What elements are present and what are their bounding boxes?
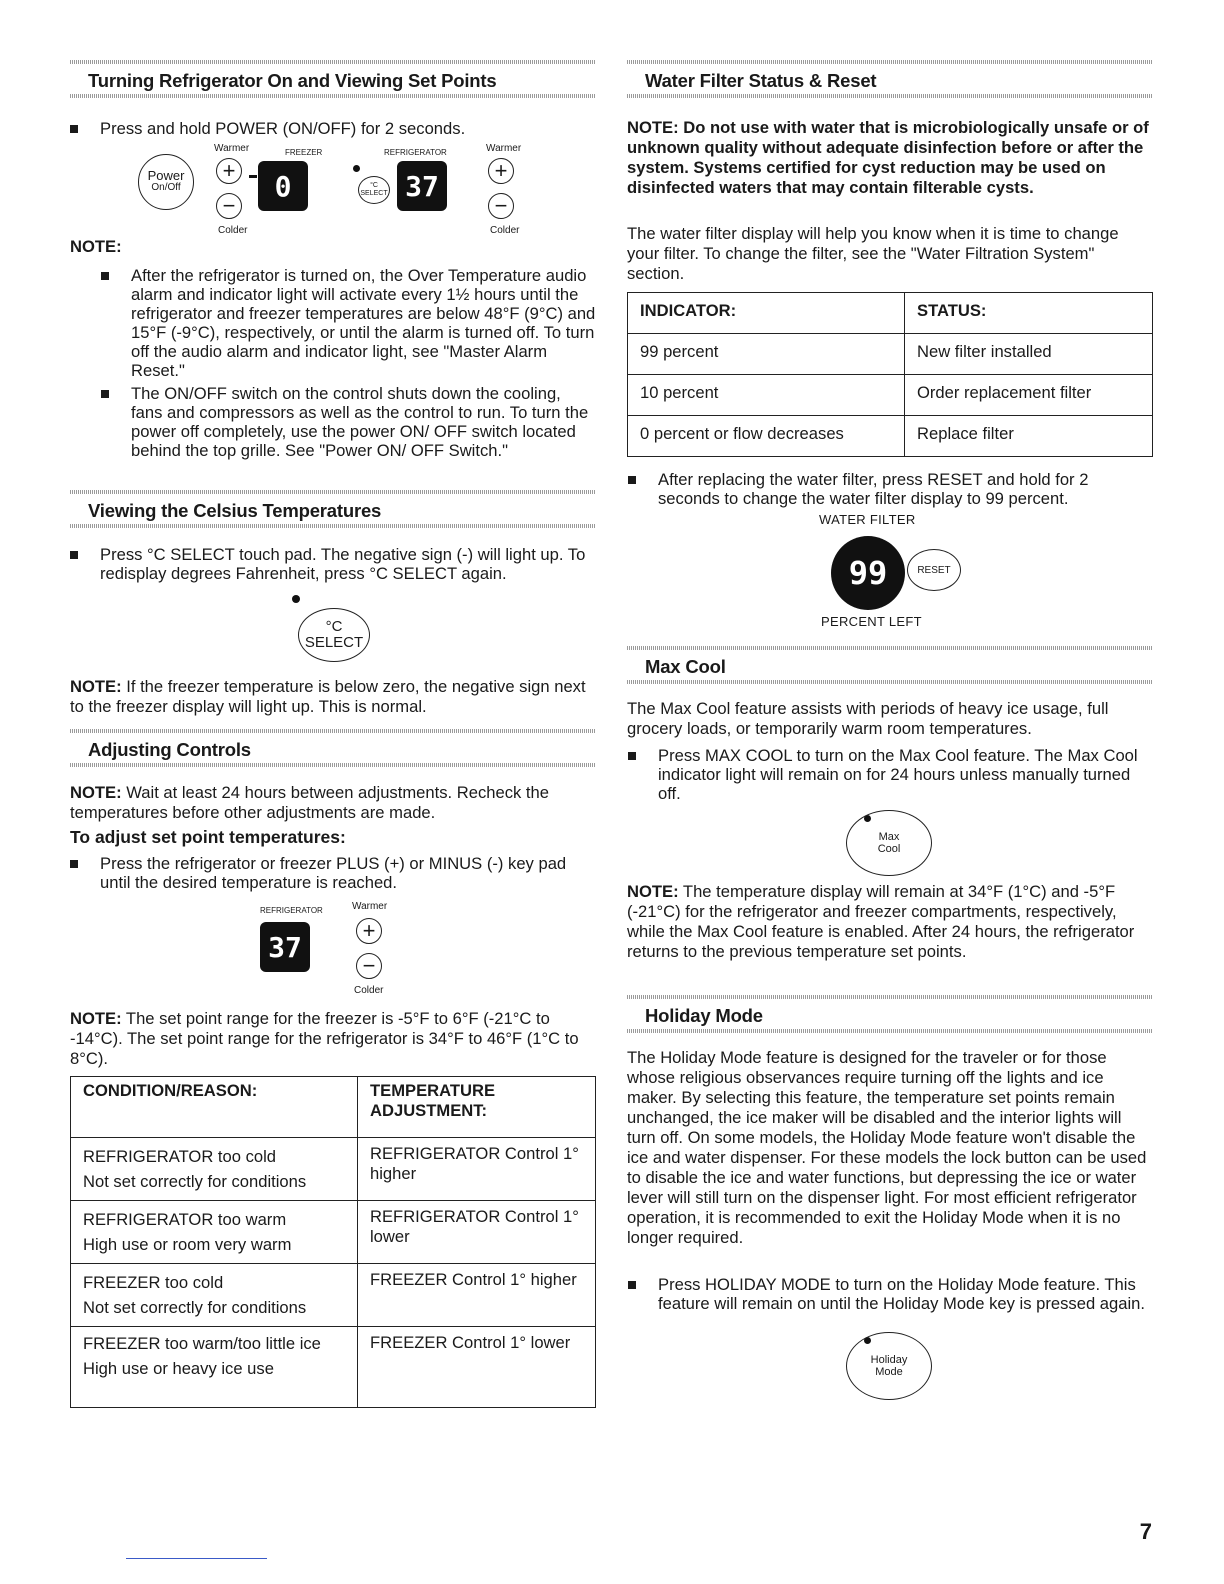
refrigerator-display: 37 — [397, 161, 447, 211]
condition-cell — [71, 1138, 358, 1201]
percent-left-label: PERCENT LEFT — [821, 614, 922, 629]
indicator-cell: 0 percent or flow decreases — [628, 416, 905, 457]
note-set-point-range — [70, 1009, 598, 1069]
note-label: NOTE: — [70, 783, 122, 802]
table-row — [71, 1201, 596, 1264]
refrigerator-control-figure — [260, 900, 410, 996]
adjustment-cell: FREEZER Control 1° lower — [358, 1327, 596, 1408]
negative-sign-icon — [249, 175, 257, 178]
footer-rule — [126, 1558, 267, 1559]
max-cool-button — [846, 810, 932, 876]
filter-status-table — [627, 292, 1153, 457]
section-title: Adjusting Controls — [88, 739, 251, 760]
section-header-celsius — [70, 490, 596, 528]
reason: Not set correctly for conditions — [83, 1172, 307, 1191]
subhead-set-points: To adjust set point temperatures: — [70, 827, 346, 847]
refrigerator-minus-icon: − — [488, 193, 514, 219]
control-panel-figure — [138, 138, 538, 238]
note-text: If the freezer temperature is below zero, the negative sign next to the freezer display will light up. This is normal. — [70, 677, 586, 716]
condition: FREEZER too warm/too little ice — [83, 1334, 321, 1353]
note-max-cool — [627, 882, 1153, 962]
condition: REFRIGERATOR too warm — [83, 1210, 287, 1229]
warmer-label: Warmer — [214, 143, 250, 154]
reset-button: RESET — [907, 549, 961, 591]
refrigerator-plus-icon: + — [488, 158, 514, 184]
table-row — [628, 416, 1153, 457]
section-title: Turning Refrigerator On and Viewing Set Points — [88, 70, 497, 91]
mode-label: Mode — [875, 1366, 903, 1378]
note-label: NOTE: — [70, 237, 122, 256]
note-adjust — [70, 783, 596, 823]
colder-label: Colder — [354, 985, 384, 996]
holiday-intro: The Holiday Mode feature is designed for the traveler or for those whose religious observances require turning off the lights and ice maker. By selecting this feature, the temperature set points remain unchanged, the ice maker will be disabled and the interior lights will turn off. On some models, the Holiday Mode feature won't disable the ice and water dispenser. For these models the lock button can be used to disable the ice and water functions, but depressing the ice or water lever will still turn on the dispenser light. For most efficient refrigerator operation, it is recommended to exit the Holiday Mode when it is no longer required. — [627, 1048, 1147, 1247]
colder-label-2: Colder — [490, 225, 520, 236]
reason: Not set correctly for conditions — [83, 1298, 307, 1317]
reason: High use or room very warm — [83, 1235, 292, 1254]
freezer-plus-icon: + — [216, 158, 242, 184]
freezer-minus-icon: − — [216, 193, 242, 219]
indicator-dot-icon — [292, 595, 300, 603]
refrigerator-label: REFRIGERATOR — [384, 148, 447, 157]
select-label: SELECT — [304, 634, 364, 651]
note-bullet-alarm: After the refrigerator is turned on, the Over Temperature audio alarm and indicator light will activate every 1½ hours until the refrigerator and freezer temperatures are below 48°F (9°C) and 15°F (-9°C), respectively, or until the alarm is turned off. To turn off the audio alarm and indicator light, see "Master Alarm Reset." — [131, 266, 596, 380]
max-label: Max — [878, 831, 900, 843]
section-title: Max Cool — [645, 656, 726, 677]
plus-icon: + — [356, 918, 382, 944]
c-label: °C — [325, 618, 343, 635]
bullet-celsius: Press °C SELECT touch pad. The negative sign (-) will light up. To redisplay degrees Fahrenheit, press °C SELECT again. — [100, 545, 596, 583]
note-bullet-onoff: The ON/OFF switch on the control shuts down the cooling, fans and compressors as well as the control to run. To turn the power off completely, use the power ON/ OFF switch located behind the top grille. See "Power ON/ OFF Switch." — [131, 384, 596, 460]
indicator-cell: 10 percent — [628, 375, 905, 416]
bullet-adjust: Press the refrigerator or freezer PLUS (+) or MINUS (-) key pad until the desired temperature is reached. — [100, 854, 596, 892]
water-safety-warning: NOTE: Do not use with water that is microbiologically unsafe or of unknown quality without adequate disinfection before or after the system. Systems certified for cyst reduction may be used on disinfected waters that may contain filterable cysts. — [627, 118, 1149, 197]
header-adjustment: TEMPERATURE ADJUSTMENT: — [358, 1077, 596, 1138]
note-label: NOTE: — [70, 1009, 122, 1028]
adjustment-cell: REFRIGERATOR Control 1° higher — [358, 1138, 596, 1201]
note-label: NOTE: — [627, 882, 679, 901]
section-header-turning-on — [70, 60, 596, 98]
section-header-max-cool — [627, 646, 1153, 684]
section-title: Water Filter Status & Reset — [645, 70, 877, 91]
bullet-max-cool: Press MAX COOL to turn on the Max Cool feature. The Max Cool indicator light will remain on for 24 hours unless manually turned off. — [658, 746, 1153, 803]
select-label: SELECT — [360, 190, 388, 197]
table-row — [628, 334, 1153, 375]
note-celsius — [70, 677, 596, 717]
cool-label: Cool — [877, 843, 901, 855]
celsius-select-button — [298, 608, 370, 662]
section-title: Holiday Mode — [645, 1005, 763, 1026]
bullet-power: Press and hold POWER (ON/OFF) for 2 seconds. — [100, 119, 596, 138]
refrigerator-display: 37 — [260, 922, 310, 972]
condition: FREEZER too cold — [83, 1273, 224, 1292]
percent-display: 99 — [831, 536, 905, 610]
header-condition: CONDITION/REASON: — [71, 1077, 358, 1138]
refrigerator-label: REFRIGERATOR — [260, 906, 323, 915]
table-header-row — [628, 293, 1153, 334]
freezer-display: 0 — [258, 161, 308, 211]
table-header-row — [71, 1077, 596, 1138]
condition: REFRIGERATOR too cold — [83, 1147, 277, 1166]
condition-cell — [71, 1264, 358, 1327]
filter-intro: The water filter display will help you know when it is time to change your filter. To change the filter, see the "Water Filtration System" section. — [627, 224, 1119, 283]
note-text: The set point range for the freezer is -5°F to 6°F (-21°C to -14°C). The set point range for the refrigerator is 34°F to 46°F (1°C to 8°C). — [70, 1009, 579, 1068]
bullet-reset: After replacing the water filter, press RESET and hold for 2 seconds to change the water filter display to 99 percent. — [658, 470, 1153, 508]
minus-icon: − — [356, 953, 382, 979]
adjustment-table — [70, 1076, 596, 1408]
adjustment-cell: FREEZER Control 1° higher — [358, 1264, 596, 1327]
header-indicator: INDICATOR: — [628, 293, 905, 334]
holiday-label: Holiday — [870, 1354, 908, 1366]
adjustment-cell: REFRIGERATOR Control 1° lower — [358, 1201, 596, 1264]
table-row — [71, 1264, 596, 1327]
celsius-select-button — [358, 176, 390, 204]
max-cool-intro: The Max Cool feature assists with periods of heavy ice usage, full grocery loads, or temporarily warm room temperatures. — [627, 699, 1109, 738]
warmer-label: Warmer — [352, 901, 388, 912]
table-row — [71, 1138, 596, 1201]
section-header-adjusting — [70, 729, 596, 767]
c-label: °C — [370, 182, 378, 189]
status-cell: Order replacement filter — [905, 375, 1153, 416]
power-button — [138, 154, 194, 210]
onoff-label: On/Off — [151, 182, 181, 193]
note-label: NOTE: — [70, 677, 122, 696]
condition-cell — [71, 1201, 358, 1264]
table-row — [71, 1327, 596, 1408]
status-cell: Replace filter — [905, 416, 1153, 457]
power-label: Power — [147, 168, 185, 183]
indicator-dot-icon — [353, 165, 360, 172]
freezer-label: FREEZER — [285, 148, 323, 157]
warmer-label-2: Warmer — [486, 143, 522, 154]
water-filter-label: WATER FILTER — [819, 512, 916, 527]
bullet-holiday: Press HOLIDAY MODE to turn on the Holiday Mode feature. This feature will remain on until the Holiday Mode key is pressed again. — [658, 1275, 1153, 1313]
note-text: The temperature display will remain at 34°F (1°C) and -5°F (-21°C) for the refrigerator and freezer compartments, respectively, while the Max Cool feature is enabled. After 24 hours, the refrigerator returns to the previous temperature set points. — [627, 882, 1135, 961]
status-cell: New filter installed — [905, 334, 1153, 375]
reason: High use or heavy ice use — [83, 1359, 274, 1378]
colder-label: Colder — [218, 225, 248, 236]
note-text: Wait at least 24 hours between adjustments. Recheck the temperatures before other adjustments are made. — [70, 783, 549, 822]
page-number: 7 — [1139, 1519, 1152, 1544]
condition-cell — [71, 1327, 358, 1408]
section-title: Viewing the Celsius Temperatures — [88, 500, 382, 521]
header-status: STATUS: — [905, 293, 1153, 334]
table-row — [628, 375, 1153, 416]
indicator-cell: 99 percent — [628, 334, 905, 375]
section-header-holiday — [627, 995, 1153, 1033]
holiday-mode-button — [846, 1332, 932, 1400]
water-filter-figure — [817, 512, 977, 632]
section-header-water-filter — [627, 60, 1153, 98]
